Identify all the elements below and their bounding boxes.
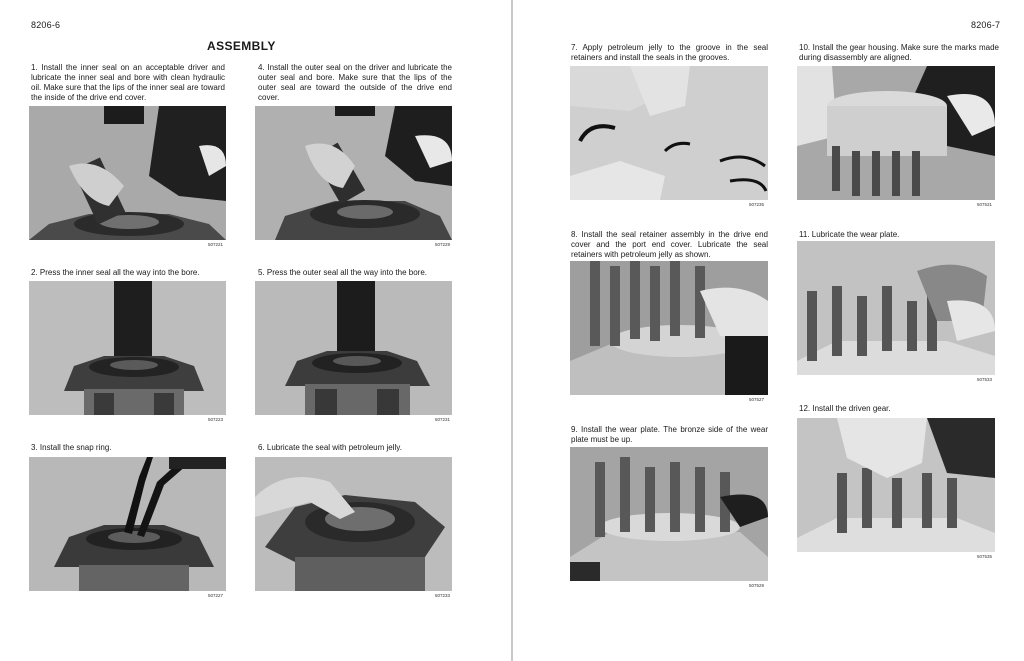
step-caption: 9. Install the wear plate. The bronze side of the wear plate must be up. xyxy=(571,425,768,444)
step-4-photo xyxy=(255,106,452,240)
step-1 xyxy=(31,63,225,103)
step-caption: 6. Lubricate the seal with petroleum jelly. xyxy=(258,443,402,452)
step-caption: 12. Install the driven gear. xyxy=(799,404,891,413)
step-7-photo xyxy=(570,66,768,200)
right-page xyxy=(513,0,1024,661)
photo-reference: 507231 xyxy=(435,417,451,422)
page-number: 8206-7 xyxy=(971,20,1001,30)
step-8-photo xyxy=(570,261,768,395)
photo-reference: 507533 xyxy=(977,377,993,382)
step-11-photo xyxy=(797,241,995,375)
step-caption: 11. Lubricate the wear plate. xyxy=(799,230,900,239)
photo-reference: 507227 xyxy=(208,593,224,598)
step-10 xyxy=(799,43,999,63)
photo-reference: 507235 xyxy=(749,202,765,207)
step-10-photo xyxy=(797,66,995,200)
step-caption: 10. Install the gear housing. Make sure the marks made during disassembly are aligned. xyxy=(799,43,999,62)
step-9-photo xyxy=(570,447,768,581)
step-2 xyxy=(31,268,231,278)
photo-reference: 507233 xyxy=(435,593,451,598)
step-caption: 4. Install the outer seal on the driver and lubricate the outer seal and bore. Make sure that the lips of the outer seal are toward the outside of the drive end cover. xyxy=(258,63,452,102)
photo-reference: 507527 xyxy=(749,397,765,402)
step-6-photo xyxy=(255,457,452,591)
photo-reference: 507223 xyxy=(208,417,224,422)
left-page xyxy=(0,0,511,661)
step-caption: 1. Install the inner seal on an acceptable driver and lubricate the inner seal and bore with clean hydraulic oil. Make sure that the lips of the inner seal are toward the inside of the drive end cover. xyxy=(31,63,225,102)
photo-reference: 507535 xyxy=(977,554,993,559)
photo-reference: 507531 xyxy=(977,202,993,207)
step-12-photo xyxy=(797,418,995,552)
step-caption: 3. Install the snap ring. xyxy=(31,443,112,452)
step-5-photo xyxy=(255,281,452,415)
step-caption: 2. Press the inner seal all the way into the bore. xyxy=(31,268,200,277)
step-1-photo xyxy=(29,106,226,240)
photo-reference: 507229 xyxy=(435,242,451,247)
step-3 xyxy=(31,443,231,453)
step-11 xyxy=(799,230,999,240)
page-number: 8206-6 xyxy=(31,20,61,30)
step-12 xyxy=(799,404,999,414)
photo-reference: 507221 xyxy=(208,242,224,247)
step-6 xyxy=(258,443,458,453)
photo-reference: 507529 xyxy=(749,583,765,588)
step-caption: 5. Press the outer seal all the way into the bore. xyxy=(258,268,427,277)
step-7 xyxy=(571,43,768,63)
step-4 xyxy=(258,63,452,103)
step-2-photo xyxy=(29,281,226,415)
step-caption: 8. Install the seal retainer assembly in the drive end cover and the port end cover. Lubricate the seal retainers with petroleum jelly as shown. xyxy=(571,230,768,259)
step-caption: 7. Apply petroleum jelly to the groove in the seal retainers and install the seals in the grooves. xyxy=(571,43,768,62)
step-9 xyxy=(571,425,768,445)
step-5 xyxy=(258,268,458,278)
step-8 xyxy=(571,230,768,260)
section-heading: ASSEMBLY xyxy=(207,39,276,53)
step-3-photo xyxy=(29,457,226,591)
